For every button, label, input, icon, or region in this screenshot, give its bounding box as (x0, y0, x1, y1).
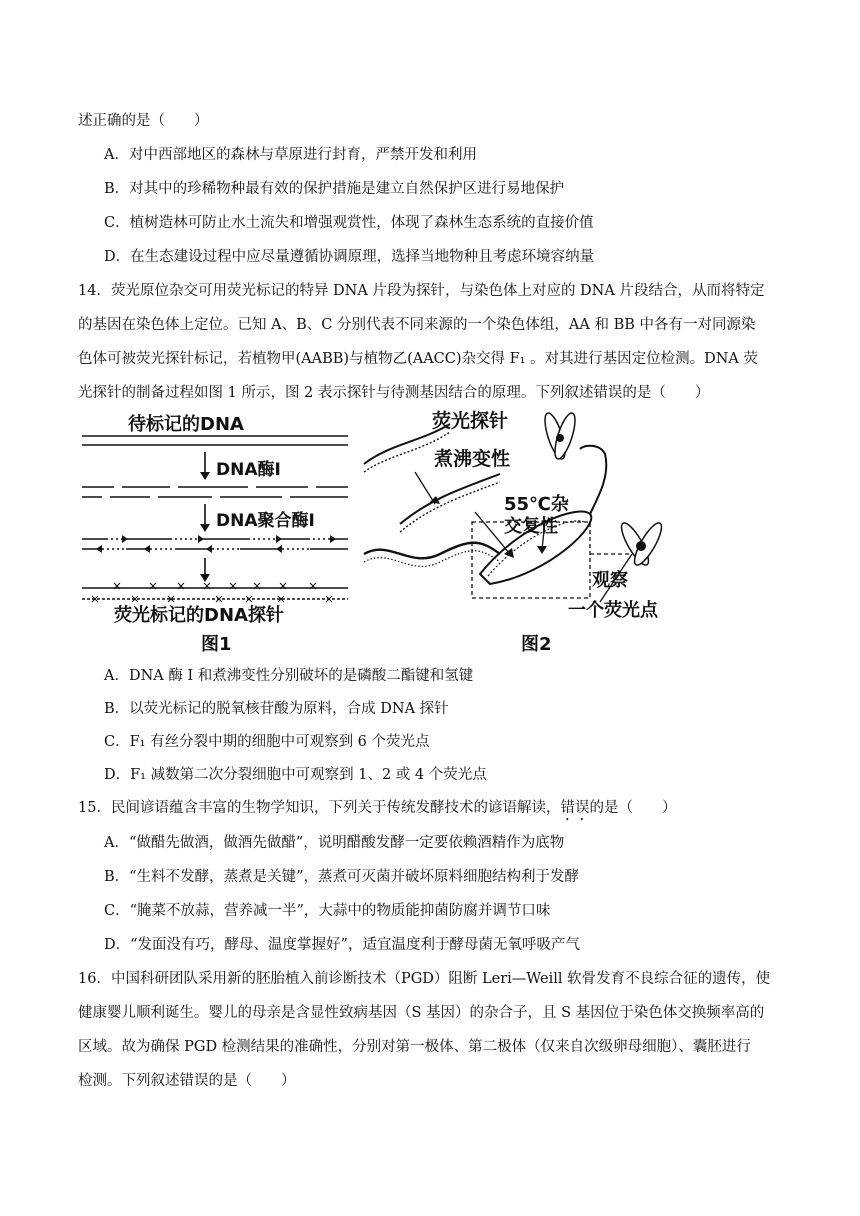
figure-1-bottom-label: 荧光标记的DNA探针 (114, 605, 284, 626)
figure-2-hybrid-label-1: 55℃杂 (504, 494, 569, 515)
figure-2 (360, 404, 695, 660)
q15-stem (78, 798, 788, 824)
q13-option-c: C．植树造林可防止水土流失和增强观赏性，体现了森林生态系统的直接价值 (104, 215, 594, 231)
figure-1 (78, 408, 353, 658)
q15-option-b: B．“生料不发酵，蒸煮是关键”，蒸煮可灭菌并破坏原料细胞结构利于发酵 (104, 869, 579, 885)
figure-1-caption: 图1 (201, 634, 232, 655)
q13-option-d: D．在生态建设过程中应尽量遵循协调原理，选择当地物种且考虑环境容纳量 (104, 249, 595, 265)
figure-2-caption: 图2 (521, 634, 552, 655)
q15-stem-before: 15．民间谚语蕴含丰富的生物学知识，下列关于传统发酵技术的谚语解读， (78, 800, 561, 816)
figure-2-probe-label: 荧光探针 (432, 410, 509, 432)
q14-stem-line-4: 光探针的制备过程如图 1 所示，图 2 表示探针与待测基因结合的原理。下列叙述错误的是（ ） (78, 385, 710, 401)
q16-stem-line-3: 区域。故为确保 PGD 检测结果的准确性，分别对第一极体、第二极体（仅来自次级卵母细胞）、囊胚进行 (78, 1039, 751, 1055)
q15-stem-after: 的是（ ） (589, 800, 677, 816)
q16-stem-line-4: 检测。下列叙述错误的是（ ） (78, 1073, 296, 1089)
q13-option-b: B．对其中的珍稀物种最有效的保护措施是建立自然保护区进行易地保护 (104, 181, 565, 197)
figure-1-top-label: 待标记的DNA (128, 414, 244, 435)
q16-stem-line-2: 健康婴儿顺利诞生。婴儿的母亲是含显性致病基因（S 基因）的杂合子，且 S 基因位于染色体交换频率高的 (78, 1005, 765, 1021)
q13-option-a: A．对中西部地区的森林与草原进行封育，严禁开发和利用 (104, 147, 477, 163)
q14-option-b: B．以荧光标记的脱氧核苷酸为原料，合成 DNA 探针 (104, 701, 449, 717)
q15-option-d: D．“发面没有巧，酵母、温度掌握好”，适宜温度利于酵母菌无氧呼吸产气 (104, 937, 580, 953)
q14-stem-line-3: 色体可被荧光探针标记，若植物甲(AABB)与植物乙(AACC)杂交得 F₁ 。对其进行基因定位检测。DNA 荧 (78, 351, 758, 367)
q15-option-c: C．“腌菜不放蒜，营养减一半”，大蒜中的物质能抑菌防腐并调节口味 (104, 903, 551, 919)
q13-stem-tail: 述正确的是（ ） (78, 113, 209, 129)
figure-1-step1-label: DNA酶Ⅰ (216, 460, 281, 480)
figure-1-step2-label: DNA聚合酶Ⅰ (216, 511, 315, 531)
figure-2-hybrid-label-2: 交复性 (504, 516, 558, 537)
q15-stem-emphasis: 错误 (560, 800, 590, 816)
q14-option-d: D．F₁ 减数第二次分裂细胞中可观察到 1、2 或 4 个荧光点 (104, 767, 487, 783)
q14-option-a: A．DNA 酶 I 和煮沸变性分别破坏的是磷酸二酯键和氢键 (104, 668, 474, 684)
figure-2-observe-label: 观察 (592, 570, 628, 591)
q14-stem-line-2: 的基因在染色体上定位。已知 A、B、C 分别代表不同来源的一个染色体组，AA 和 BB 中各有一对同源染 (78, 317, 756, 333)
q16-stem-line-1: 16．中国科研团队采用新的胚胎植入前诊断技术（PGD）阻断 Leri—Weill 软骨发育不良综合征的遗传，使 (78, 971, 771, 987)
q14-option-c: C．F₁ 有丝分裂中期的细胞中可观察到 6 个荧光点 (104, 734, 430, 750)
figure-2-denature-label: 煮沸变性 (434, 448, 511, 470)
figure-2-spot-label: 一个荧光点 (568, 600, 658, 621)
q15-option-a: A．“做醋先做酒，做酒先做醋”，说明醋酸发酵一定要依赖酒精作为底物 (104, 835, 565, 851)
q14-stem-line-1: 14．荧光原位杂交可用荧光标记的特异 DNA 片段为探针，与染色体上对应的 DNA 片段结合，从而将特定 (78, 283, 765, 299)
